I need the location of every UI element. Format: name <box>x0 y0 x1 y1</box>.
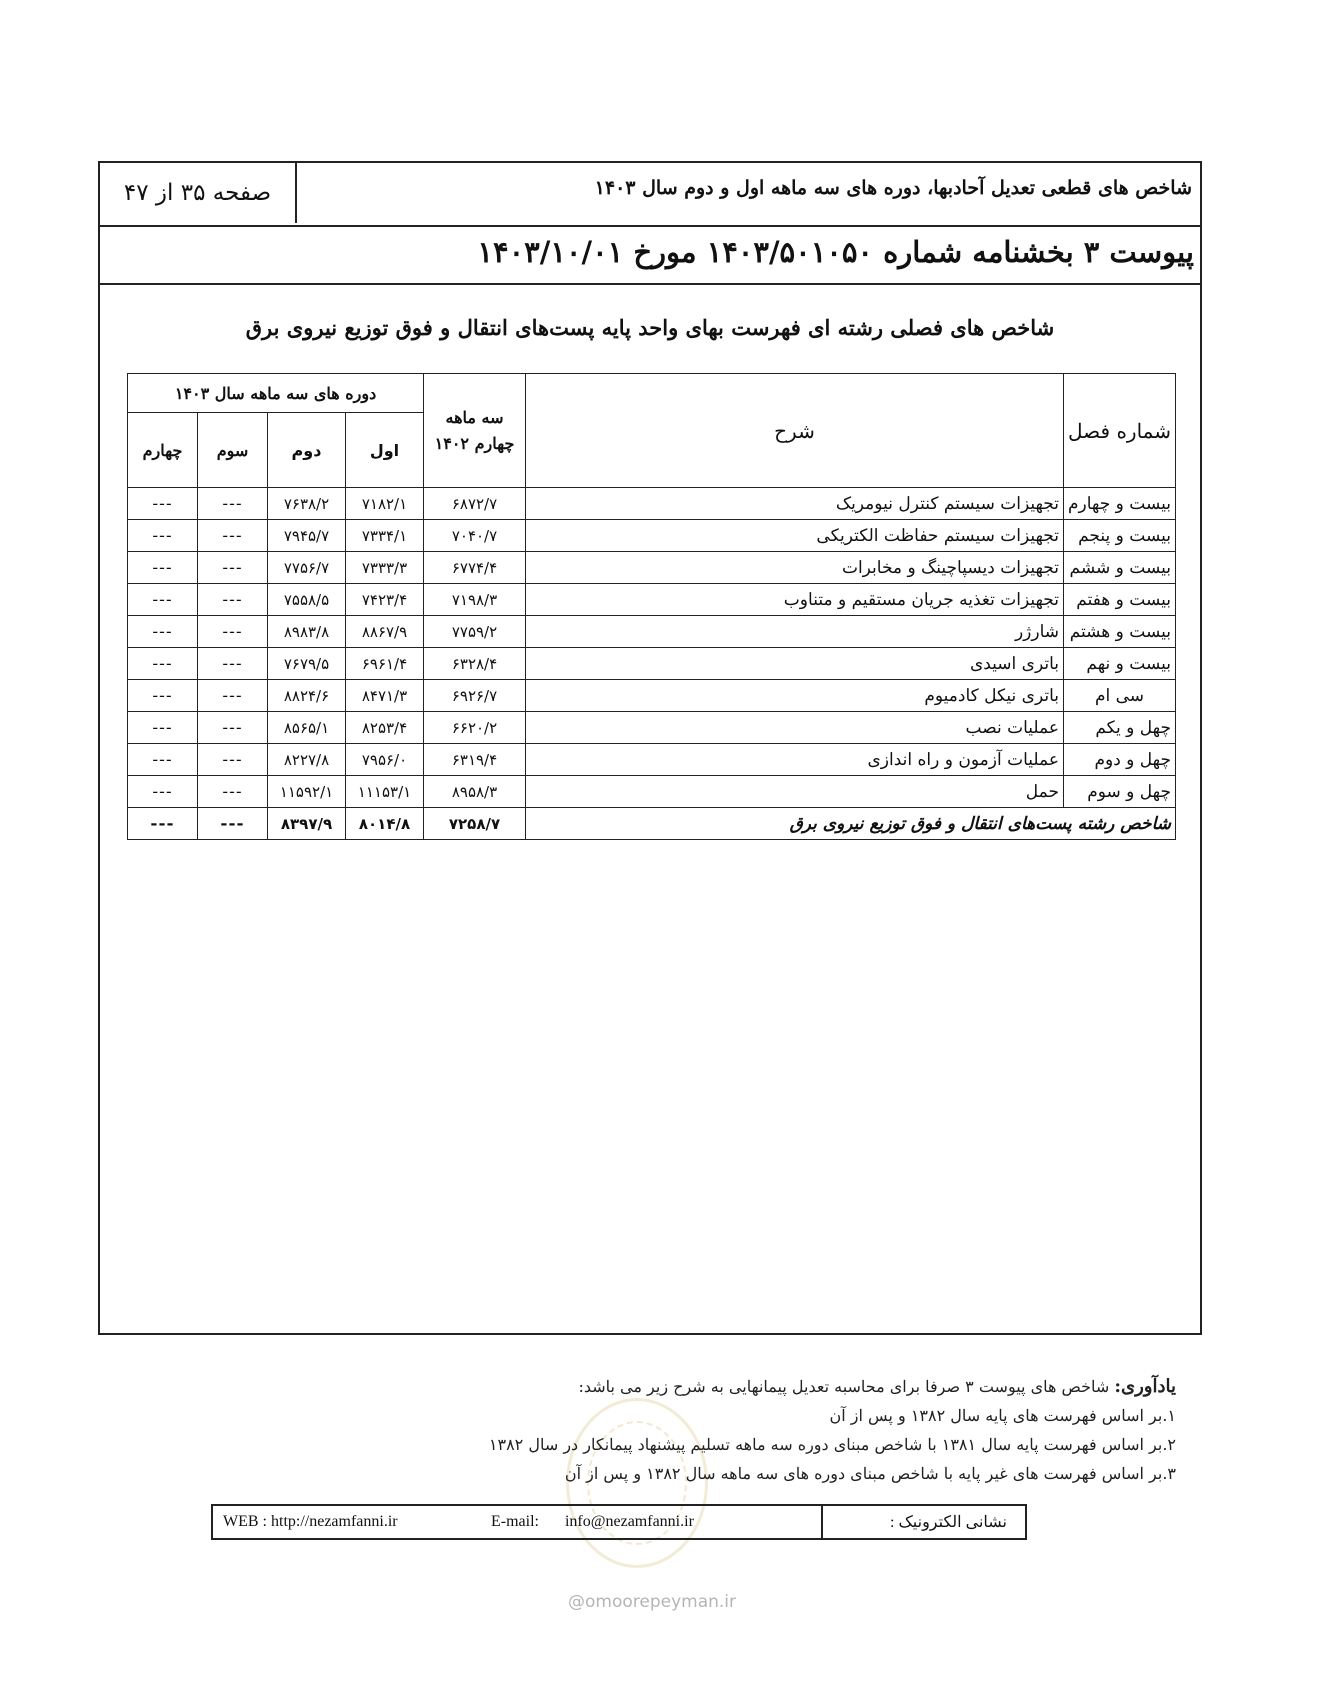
notes-item: ۱.بر اساس فهرست های پایه سال ۱۳۸۲ و پس از آن <box>829 1406 1176 1425</box>
q2-cell: ۷۹۴۵/۷ <box>268 520 346 552</box>
description-cell: تجهیزات تغذیه جریان مستقیم و متناوب <box>526 584 1064 616</box>
q1-cell: ۷۳۳۳/۳ <box>346 552 424 584</box>
q2-cell: ۸۸۲۴/۶ <box>268 680 346 712</box>
q1-cell: ۷۱۸۲/۱ <box>346 488 424 520</box>
page-number: صفحه ۳۵ از ۴۷ <box>100 163 297 223</box>
chapter-cell: بیست و نهم <box>1064 648 1176 680</box>
notes-item: ۳.بر اساس فهرست های غیر پایه با شاخص مبنای دوره های سه ماهه سال ۱۳۸۲ و پس از آن <box>564 1464 1176 1483</box>
total-row <box>128 808 1176 840</box>
annex-title: پیوست ۳ بخشنامه شماره ۱۴۰۳/۵۰۱۰۵۰ مورخ ۱۴۰۳/۱۰/۰۱ <box>477 235 1194 269</box>
document-header <box>100 163 1200 227</box>
q3-cell: --- <box>198 520 268 552</box>
q4-cell: --- <box>128 584 198 616</box>
notes-item: ۲.بر اساس فهرست پایه سال ۱۳۸۱ با شاخص مبنای دوره سه ماهه تسلیم پیشنهاد پیمانکار در سال ۱۳۸۲ <box>488 1435 1176 1454</box>
table-row <box>128 616 1176 648</box>
description-cell: تجهیزات سیستم کنترل نیومریک <box>526 488 1064 520</box>
description-cell: تجهیزات سیستم حفاظت الکتریکی <box>526 520 1064 552</box>
q4-cell: --- <box>128 744 198 776</box>
chapter-cell: بیست و هفتم <box>1064 584 1176 616</box>
contact-box <box>211 1504 1027 1540</box>
q4-1402-cell: ۶۳۱۹/۴ <box>424 744 526 776</box>
reminder-notes <box>489 1372 1176 1488</box>
description-cell: تجهیزات دیسپاچینگ و مخابرات <box>526 552 1064 584</box>
header-chapter-no: شماره فصل <box>1064 374 1176 488</box>
contact-label: نشانی الکترونیک : <box>821 1506 1025 1538</box>
q4-1402-cell: ۶۳۲۸/۴ <box>424 648 526 680</box>
q2-cell: ۸۵۶۵/۱ <box>268 712 346 744</box>
notes-lead: یادآوری: <box>1114 1376 1176 1397</box>
email-link[interactable]: info@nezamfanni.ir <box>564 1513 694 1530</box>
q1-cell: ۱۱۱۵۳/۱ <box>346 776 424 808</box>
index-table <box>127 373 1176 840</box>
table-row <box>128 744 1176 776</box>
q4-1402-cell: ۶۹۲۶/۷ <box>424 680 526 712</box>
q3-cell: --- <box>198 584 268 616</box>
q2-cell: ۸۹۸۳/۸ <box>268 616 346 648</box>
q1-cell: ۷۴۲۳/۴ <box>346 584 424 616</box>
description-cell: باتری نیکل کادمیوم <box>526 680 1064 712</box>
q2-cell: ۸۲۲۷/۸ <box>268 744 346 776</box>
q4-1402-cell: ۶۸۷۲/۷ <box>424 488 526 520</box>
q1-cell: ۷۹۵۶/۰ <box>346 744 424 776</box>
header-q2: دوم <box>268 413 346 488</box>
q1-cell: ۸۲۵۳/۴ <box>346 712 424 744</box>
chapter-cell: چهل و دوم <box>1064 744 1176 776</box>
chapter-cell: چهل و سوم <box>1064 776 1176 808</box>
total-q2-cell: ۸۳۹۷/۹ <box>268 808 346 840</box>
q4-cell: --- <box>128 680 198 712</box>
chapter-cell: بیست و هشتم <box>1064 616 1176 648</box>
q4-cell: --- <box>128 520 198 552</box>
description-cell: شارژر <box>526 616 1064 648</box>
q4-cell: --- <box>128 616 198 648</box>
q1-cell: ۸۸۶۷/۹ <box>346 616 424 648</box>
table-row <box>128 552 1176 584</box>
q4-cell: --- <box>128 712 198 744</box>
table-row <box>128 680 1176 712</box>
description-cell: عملیات نصب <box>526 712 1064 744</box>
table-row <box>128 648 1176 680</box>
header-q4-1402: سه ماهه چهارم ۱۴۰۲ <box>424 374 526 488</box>
q4-1402-cell: ۶۶۲۰/۲ <box>424 712 526 744</box>
q3-cell: --- <box>198 648 268 680</box>
chapter-cell: بیست و پنجم <box>1064 520 1176 552</box>
table-row <box>128 520 1176 552</box>
header-q4: چهارم <box>128 413 198 488</box>
header-q3: سوم <box>198 413 268 488</box>
q1-cell: ۶۹۶۱/۴ <box>346 648 424 680</box>
q2-cell: ۱۱۵۹۲/۱ <box>268 776 346 808</box>
email-label: E-mail: <box>491 1513 539 1530</box>
chapter-cell: چهل و یکم <box>1064 712 1176 744</box>
total-q1-cell: ۸۰۱۴/۸ <box>346 808 424 840</box>
total-q4-cell: --- <box>128 808 198 840</box>
website-link[interactable]: WEB : http://nezamfanni.ir <box>223 1513 398 1530</box>
description-cell: عملیات آزمون و راه اندازی <box>526 744 1064 776</box>
q2-cell: ۷۶۳۸/۲ <box>268 488 346 520</box>
table-row <box>128 776 1176 808</box>
q2-cell: ۷۶۷۹/۵ <box>268 648 346 680</box>
header-group-1403: دوره های سه ماهه سال ۱۴۰۳ <box>128 374 424 413</box>
q4-1402-cell: ۶۷۷۴/۴ <box>424 552 526 584</box>
total-q3-cell: --- <box>198 808 268 840</box>
table-row <box>128 488 1176 520</box>
q3-cell: --- <box>198 680 268 712</box>
q3-cell: --- <box>198 552 268 584</box>
q3-cell: --- <box>198 616 268 648</box>
q1-cell: ۷۳۳۴/۱ <box>346 520 424 552</box>
notes-intro: شاخص های پیوست ۳ صرفا برای محاسبه تعدیل پیمانهایی به شرح زیر می باشد: <box>578 1377 1110 1396</box>
table-row <box>128 712 1176 744</box>
q4-cell: --- <box>128 776 198 808</box>
q4-1402-cell: ۸۹۵۸/۳ <box>424 776 526 808</box>
q4-1402-cell: ۷۷۵۹/۲ <box>424 616 526 648</box>
q2-cell: ۷۷۵۶/۷ <box>268 552 346 584</box>
header-q1: اول <box>346 413 424 488</box>
watermark-text: @omoorepeyman.ir <box>568 1592 737 1612</box>
document-frame <box>98 161 1202 1335</box>
q3-cell: --- <box>198 488 268 520</box>
q4-cell: --- <box>128 488 198 520</box>
annex-header <box>100 225 1200 285</box>
q4-cell: --- <box>128 648 198 680</box>
description-cell: باتری اسیدی <box>526 648 1064 680</box>
email-block <box>491 1513 694 1531</box>
total-label: شاخص رشته پست‌های انتقال و فوق توزیع نیروی برق <box>526 808 1176 840</box>
q4-1402-cell: ۷۰۴۰/۷ <box>424 520 526 552</box>
q4-cell: --- <box>128 552 198 584</box>
total-q4-1402-cell: ۷۲۵۸/۷ <box>424 808 526 840</box>
chapter-cell: بیست و ششم <box>1064 552 1176 584</box>
description-cell: حمل <box>526 776 1064 808</box>
q2-cell: ۷۵۵۸/۵ <box>268 584 346 616</box>
q3-cell: --- <box>198 776 268 808</box>
chapter-cell: سی ام <box>1064 680 1176 712</box>
chapter-cell: بیست و چهارم <box>1064 488 1176 520</box>
q3-cell: --- <box>198 712 268 744</box>
header-title: شاخص های قطعی تعدیل آحادبها، دوره های سه ماهه اول و دوم سال ۱۴۰۳ <box>594 177 1192 199</box>
table-row <box>128 584 1176 616</box>
q4-1402-cell: ۷۱۹۸/۳ <box>424 584 526 616</box>
q1-cell: ۸۴۷۱/۳ <box>346 680 424 712</box>
header-description: شرح <box>526 374 1064 488</box>
table-subtitle: شاخص های فصلی رشته ای فهرست بهای واحد پایه پست‌های انتقال و فوق توزیع نیروی برق <box>245 315 1055 340</box>
q3-cell: --- <box>198 744 268 776</box>
notes-intro-line <box>489 1372 1176 1401</box>
